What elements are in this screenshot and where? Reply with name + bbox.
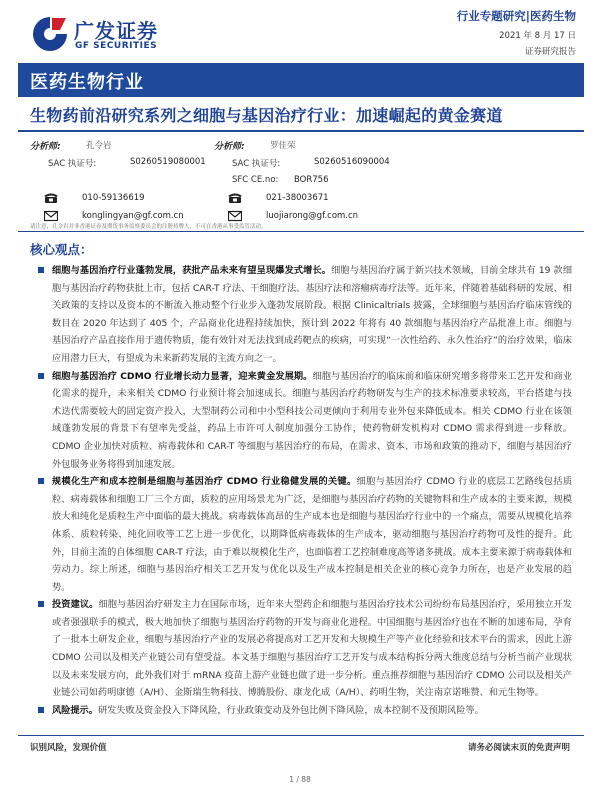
page-number: 1 / 88 bbox=[289, 775, 311, 784]
phone-number: 010-59136619 bbox=[82, 193, 145, 203]
email-icon bbox=[44, 210, 58, 222]
key-point-body: 研发失败及资金投入下降风险，行业政策变动及外包比例下降风险，成本控制不及预期风险等。 bbox=[97, 704, 484, 716]
section-title: 核心观点： bbox=[30, 242, 93, 257]
sac-number: S0260519080001 bbox=[130, 157, 206, 167]
phone-icon bbox=[228, 192, 242, 204]
key-points-list bbox=[38, 262, 572, 719]
key-point-lead: 投资建议。 bbox=[52, 599, 99, 611]
email-address[interactable]: luojiarong@gf.com.cn bbox=[266, 211, 359, 221]
sac-label: SAC 执证号: bbox=[48, 159, 97, 169]
bullet-marker-icon bbox=[38, 601, 44, 607]
report-title: 生物药前沿研究系列之细胞与基因治疗行业：加速崛起的黄金赛道 bbox=[30, 106, 503, 125]
analyst-label: 分析师: bbox=[214, 142, 245, 152]
key-point bbox=[38, 368, 572, 474]
license-disclaimer: 请注意，孔令岩并非香港证券及期货事务监察委员会的注册持牌人，不可在香港从事受监管活动。 bbox=[30, 224, 267, 230]
bullet-marker-icon bbox=[38, 707, 44, 713]
logo-english-text: GF SECURITIES bbox=[75, 41, 158, 51]
key-point bbox=[38, 262, 572, 368]
analyst-name: 孔令岩 bbox=[86, 141, 112, 151]
key-point-lead: 风险提示。 bbox=[52, 704, 98, 716]
key-point-body: 细胞与基因治疗 CDMO 行业的底层工艺路线包括质粒、病毒载体和细胞工厂三个方面，质粒的应用场景尤为广泛，是细胞与基因治疗药物的关键物料和生产成本的主要来源，规模放大和纯化是质粒生产中面临的最大挑战。病毒载体高昂的生产成本也是细胞与基因治疗行业中的一个痛点，需要从规模化培养体系、质粒转染、纯化回收等工艺上进一步优化，以期降低病毒载体的生产成本，驱动细胞与基因治疗药物可及性的提升。此外，目前主流的自体细胞 CAR-T 疗法，由于难以规模化生产，也面临着工艺控制难度高等诸多挑战。成本主要来源于病毒载体和劳动力。综上所述，细胞与基因治疗相关工艺开发与优化以及生产成本控制是相关企业的核心竞争力所在，也是产业发展的趋势。 bbox=[52, 476, 573, 593]
sac-label: SAC 执证号: bbox=[232, 159, 281, 169]
bullet-marker-icon bbox=[38, 478, 44, 484]
report-category: 行业专题研究|医药生物 bbox=[456, 9, 576, 23]
analyst-divider bbox=[18, 231, 584, 232]
sfc-number: BOR756 bbox=[294, 175, 329, 185]
sac-number: S0260516090004 bbox=[314, 157, 390, 167]
title-divider bbox=[18, 130, 584, 132]
gf-logo-mark-icon bbox=[30, 14, 70, 54]
key-point bbox=[38, 596, 572, 702]
footer-divider bbox=[18, 735, 584, 736]
bullet-marker-icon bbox=[38, 267, 44, 273]
key-point bbox=[38, 702, 572, 720]
email-address[interactable]: konglingyan@gf.com.cn bbox=[82, 211, 184, 221]
logo-chinese-text: 广发证券 bbox=[74, 19, 158, 43]
footer-slogan: 识别风险，发现价值 bbox=[30, 743, 107, 753]
industry-band bbox=[18, 63, 584, 97]
key-point-lead: 细胞与基因治疗 CDMO 行业增长动力显著，迎来黄金发展期。 bbox=[52, 370, 313, 382]
report-type: 证券研究报告 bbox=[524, 47, 576, 57]
bullet-marker-icon bbox=[38, 373, 44, 379]
key-point-body: 细胞与基因治疗的临床前和临床研究增多将带来工艺开发和商业化需求的提升，未来相关 CDMO 行业预计将会加速成长。细胞与基因治疗药物研发与生产的技术标准要求较高，平台搭建与技术迭代需要较大的固定资产投入，大型制药公司和中小型科技公司更倾向于利用专业外包来降低成本。相关 CDMO 行业在该领域蓬勃发展的背景下有望率先受益，药品上市许可人制度加强分工协作，使药物研发机构对 CDMO 需求得到进一步释放。CDMO 企业加快对质粒、病毒载体和 CAR-T 等细胞与基因治疗的布局，在需求、资本、市场和政策的推动下，细胞与基因治疗外包服务业务将得到加速发展。 bbox=[52, 370, 573, 470]
report-header bbox=[0, 0, 600, 62]
key-point-lead: 规模化生产和成本控制是细胞与基因治疗 CDMO 行业稳健发展的关键。 bbox=[52, 476, 357, 488]
key-point-body: 细胞与基因治疗研发主力在国际市场，近年来大型药企和细胞与基因治疗技术公司纷纷布局基因治疗，采用独立开发或者强强联手的模式，极大地加快了细胞与基因治疗药物的开发与商业化进程。中国细胞与基因治疗也在不断的加速布局，孕育了一批本土研发企业，细胞与基因治疗产业的发展必将提高对工艺开发和大规模生产等产业化经验和技术平台的需求，因此上游 CDMO 公司以及相关产业链公司有望受益。本文基于细胞与基因治疗工艺开发与成本结构拆分两大维度总结与分析当前产业现状以及未来发展方向，此外我们对于 mRNA 疫苗上游产业链也做了进一步分析。重点推荐细胞与基因治疗 CDMO 公司以及相关产业链公司如药明康德（A/H）、金斯瑞生物科技、博腾股份、康龙化成（A/H）、药明生物，关注南京诺唯赞、和元生物等。 bbox=[52, 599, 572, 699]
email-icon bbox=[228, 210, 242, 222]
gf-securities-logo bbox=[30, 14, 190, 54]
report-date: 2021 年 8 月 17 日 bbox=[499, 31, 576, 41]
analyst-card-2 bbox=[214, 136, 464, 226]
header-meta bbox=[457, 8, 576, 57]
key-point-lead: 细胞与基因治疗行业蓬勃发展，获批产品未来有望呈现爆发式增长。 bbox=[52, 265, 332, 276]
phone-number: 021-38003671 bbox=[266, 193, 329, 203]
analyst-label: 分析师: bbox=[30, 142, 61, 152]
footer-disclaimer-link[interactable]: 请务必阅读末页的免责声明 bbox=[467, 743, 570, 753]
sfc-label: SFC CE.no: bbox=[232, 175, 279, 185]
industry-title: 医药生物行业 bbox=[30, 72, 144, 93]
key-point-body: 细胞与基因治疗属于新兴技术领域，目前全球共有 19 款细胞与基因治疗药物获批上市，包括 CAR-T 疗法、干细胞疗法、基因疗法和溶瘤病毒疗法等。近年来，伴随着基础科研的发展、相关政策的支持以及资本的不断流入推动整个行业步入蓬勃发展阶段。根据 Clinicaltrials 披露，全球细胞与基因治疗临床管线的数目在 2020 年达到了 405 个，产品商业化进程持续加快，预计到 2022 年将有 40 款细胞与基因治疗产品批准上市。细胞与基因治疗产品直接作用于遗传物质，能有效针对无法找到成药靶点的疾病，可实现“一次性给药、永久性治疗”的治疗效果，临床应用潜力巨大，有望成为未来新药发展的主流方向之一。 bbox=[52, 265, 573, 364]
analyst-name: 罗佳荣 bbox=[270, 141, 296, 151]
phone-icon bbox=[44, 192, 58, 204]
key-point bbox=[38, 473, 572, 596]
